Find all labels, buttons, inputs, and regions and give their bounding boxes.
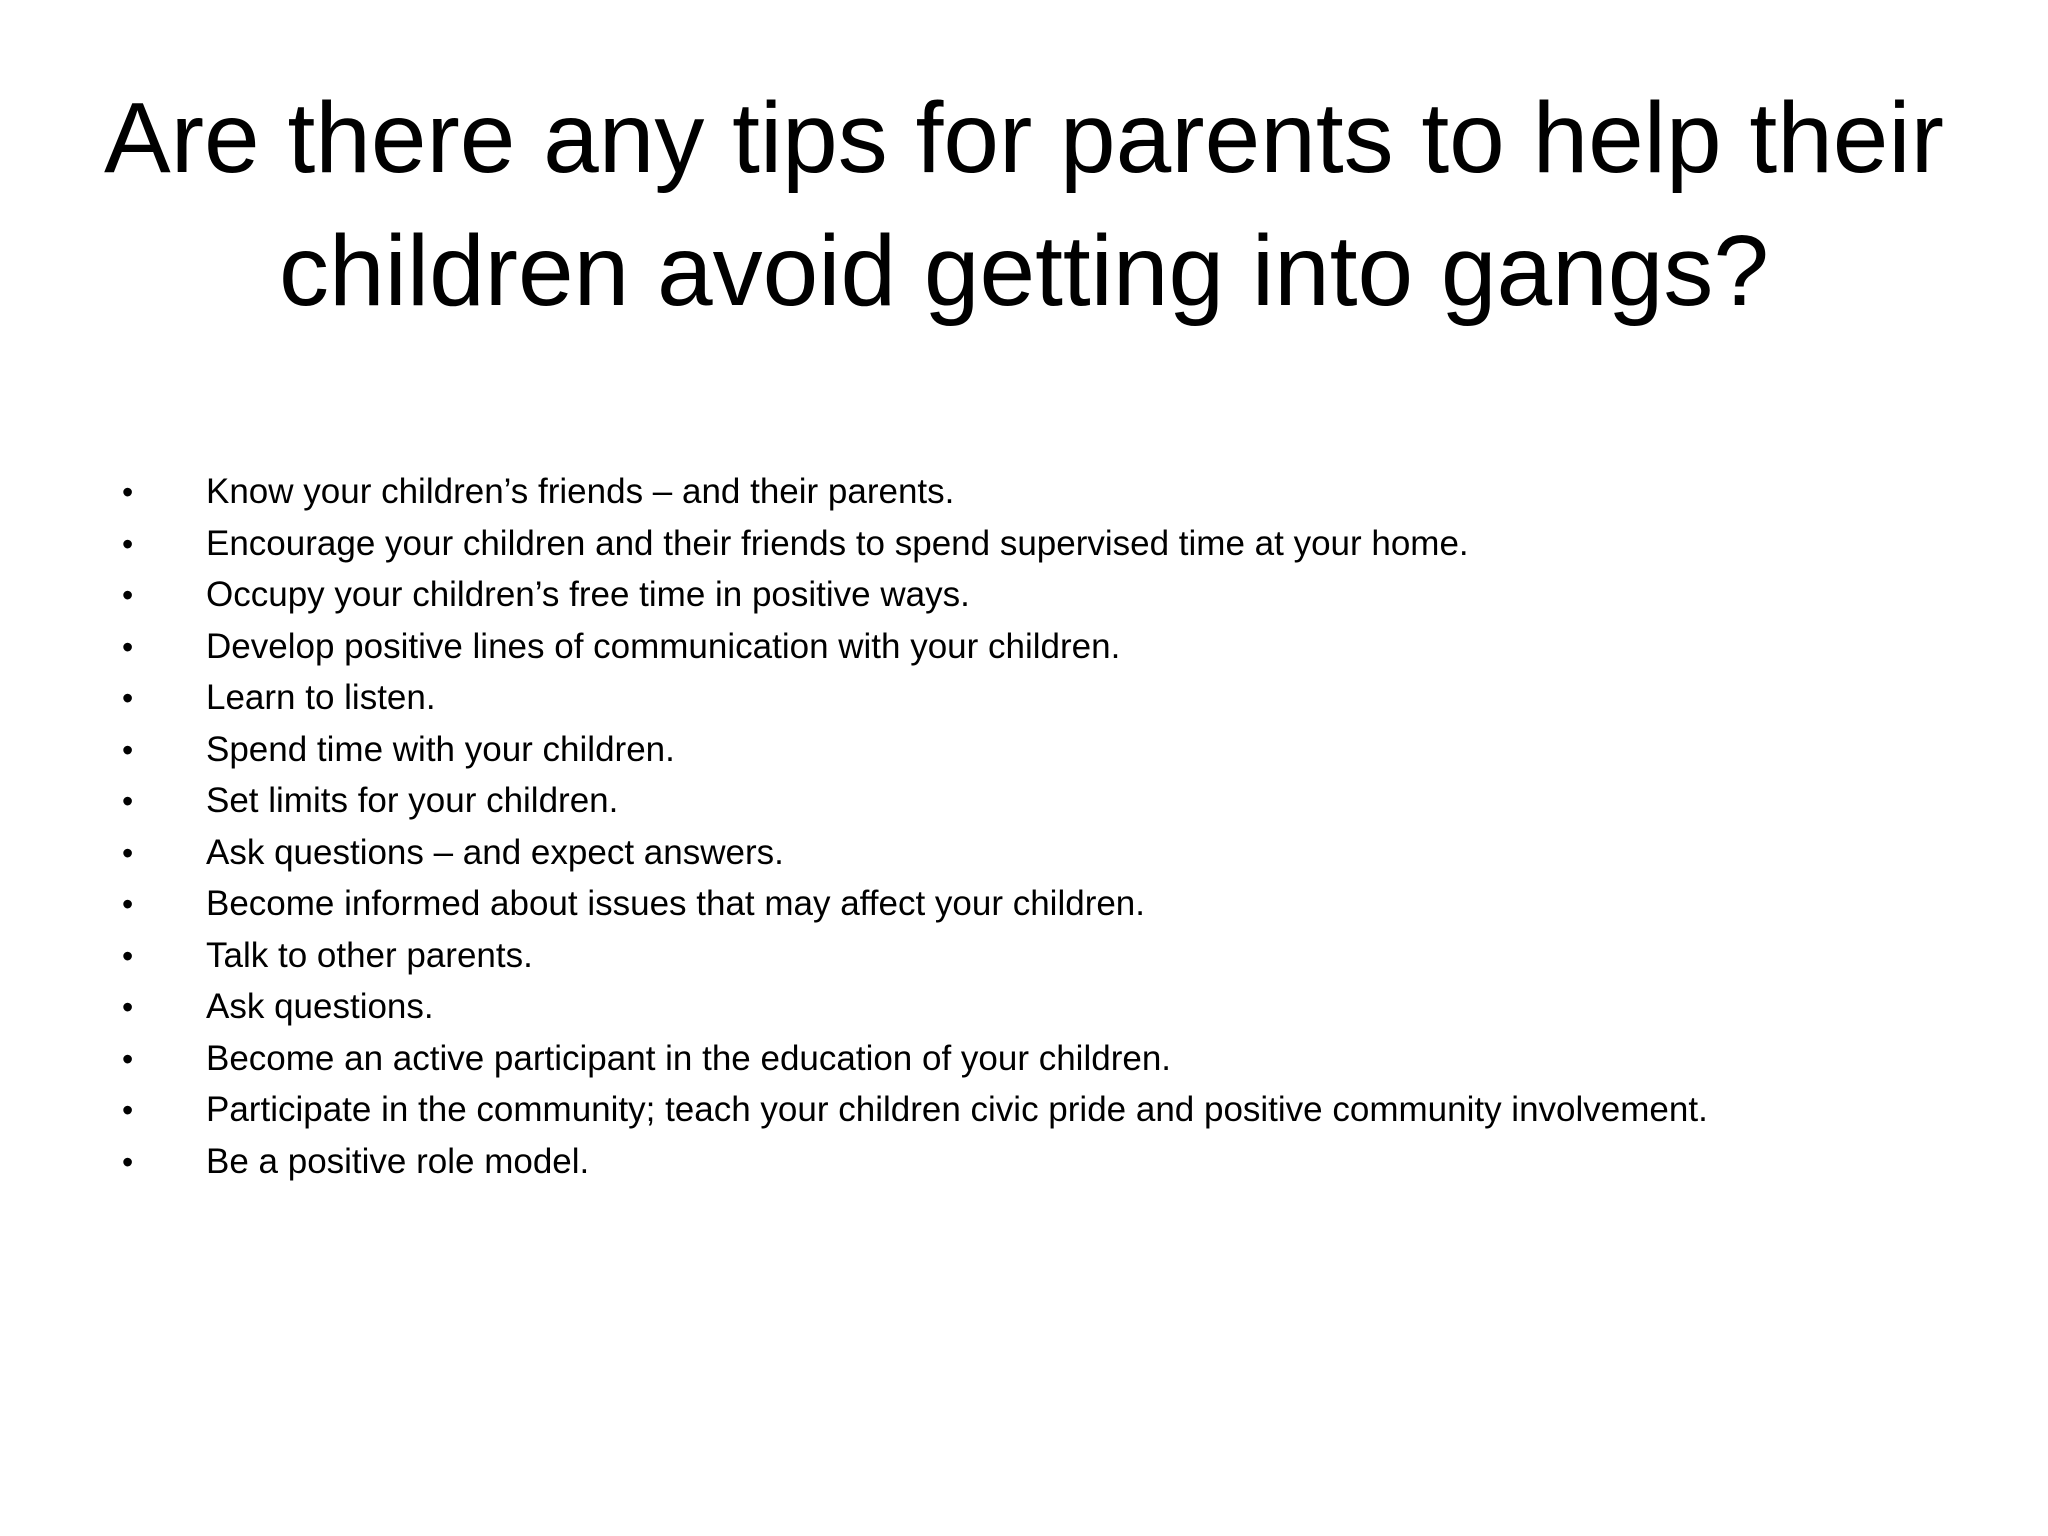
bullet-icon: •: [122, 1092, 134, 1128]
list-item: [118, 621, 1998, 673]
bullet-icon: •: [122, 834, 134, 871]
list-item: [118, 724, 1998, 776]
bullet-icon: •: [122, 474, 134, 510]
list-item-text: Talk to other parents.: [206, 935, 533, 975]
list-item-text: Ask questions – and expect answers.: [206, 832, 784, 872]
list-item-text: Participate in the community; teach your children civic pride and positive community involvement.: [206, 1090, 1708, 1129]
list-item-text: Occupy your children’s free time in positive ways.: [206, 575, 970, 614]
list-item: [118, 518, 1998, 570]
list-item-text: Become an active participant in the education of your children.: [206, 1038, 1172, 1078]
list-item-text: Become informed about issues that may affect your children.: [206, 884, 1146, 923]
bullet-icon: •: [122, 731, 134, 768]
bullet-list: [118, 466, 1998, 1187]
list-item: [118, 1033, 1998, 1085]
list-item-text: Encourage your children and their friends to spend supervised time at your home.: [206, 523, 1469, 563]
bullet-icon: •: [122, 1040, 134, 1077]
list-item-text: Know your children’s friends – and their parents.: [206, 472, 955, 511]
list-item: [118, 1136, 1998, 1188]
list-item: [118, 569, 1998, 621]
bullet-icon: •: [122, 525, 134, 562]
list-item: [118, 878, 1998, 930]
list-item-text: Be a positive role model.: [206, 1141, 590, 1181]
bullet-icon: •: [122, 577, 134, 613]
slide-title: Are there any tips for parents to help their children avoid getting into gangs?: [104, 82, 1944, 327]
bullet-icon: •: [122, 886, 134, 922]
list-item-text: Develop positive lines of communication with your children.: [206, 626, 1121, 666]
list-item-text: Set limits for your children.: [206, 781, 619, 820]
list-item: [118, 775, 1998, 827]
list-item-text: Spend time with your children.: [206, 729, 675, 769]
list-item: [118, 981, 1998, 1033]
bullet-icon: •: [122, 628, 134, 665]
list-item: [118, 930, 1998, 982]
list-item-text: Learn to listen.: [206, 678, 436, 717]
bullet-icon: •: [122, 1143, 134, 1180]
bullet-icon: •: [122, 937, 134, 974]
list-item: [118, 1084, 1998, 1136]
bullet-icon: •: [122, 989, 134, 1025]
bullet-icon: •: [122, 680, 134, 716]
bullet-icon: •: [122, 783, 134, 819]
list-item: [118, 827, 1998, 879]
list-item: [118, 466, 1998, 518]
list-item-text: Ask questions.: [206, 987, 434, 1026]
list-item: [118, 672, 1998, 724]
